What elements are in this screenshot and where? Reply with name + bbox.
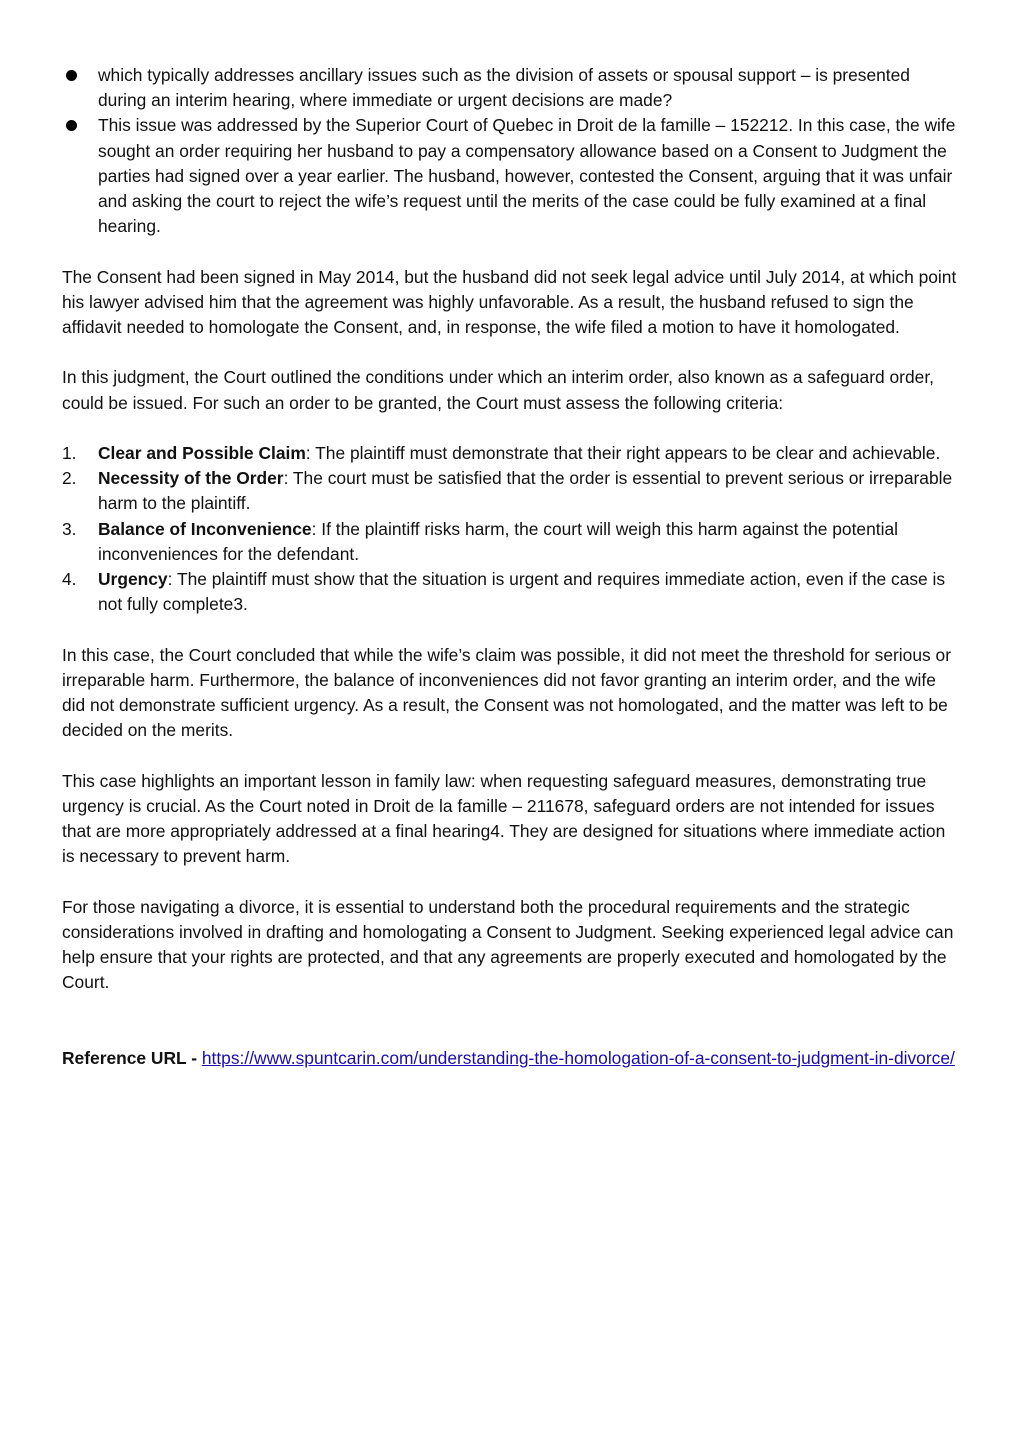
criteria-item: [62, 466, 962, 516]
document-page: [62, 63, 962, 1071]
item-number: 4.: [62, 569, 77, 590]
paragraph-court-conclusion: In this case, the Court concluded that while the wife’s claim was possible, it did not meet the threshold for serious or irreparable harm. Furthermore, the balance of inconveniences did not favor granting an interim order, and the wife did not demonstrate sufficient urgency. As a result, the Consent was not homologated, and the matter was left to be decided on the merits.: [62, 644, 951, 741]
criteria-title: Necessity of the Order: [98, 468, 284, 489]
bullet-text: This issue was addressed by the Superior Court of Quebec in Droit de la famille – 152212. In this case, the wife sought an order requiring her husband to pay a compensatory allowance based on a Consent to Judgment the parties had signed over a year earlier. The husband, however, contested the Consent, arguing that it was unfair and asking the court to reject the wife’s request until the merits of the case could be fully examined at a final hearing.: [98, 115, 956, 237]
bullet-text: which typically addresses ancillary issues such as the division of assets or spousal support – is presented during an interim hearing, where immediate or urgent decisions are made?: [98, 65, 910, 111]
criteria-text: : The court must be satisfied that the order is essential to prevent serious or irreparable harm to the plaintiff.: [98, 468, 953, 514]
criteria-title: Urgency: [98, 569, 168, 590]
bullet-icon: [66, 120, 77, 131]
paragraph-consent-signed: The Consent had been signed in May 2014, but the husband did not seek legal advice until July 2014, at which point his lawyer advised him that the agreement was highly unfavorable. As a result, the husband refused to sign the affidavit needed to homologate the Consent, and, in response, the wife filed a motion to have it homologated.: [62, 266, 957, 338]
criteria-text: : If the plaintiff risks harm, the court will weigh this harm against the potential inconveniences for the defendant.: [98, 518, 899, 564]
criteria-item: [62, 567, 962, 617]
item-number: 2.: [62, 468, 77, 489]
item-number: 3.: [62, 518, 77, 539]
reference-line: [62, 1046, 962, 1071]
criteria-list: [62, 441, 962, 617]
list-item: [62, 113, 962, 239]
criteria-item: [62, 517, 962, 567]
criteria-item: [62, 441, 962, 466]
item-number: 1.: [62, 443, 77, 463]
paragraph-interim-order: In this judgment, the Court outlined the conditions under which an interim order, also known as a safeguard order, could be issued. For such an order to be granted, the Court must assess the following criteria:: [62, 367, 934, 413]
criteria-title: Balance of Inconvenience: [98, 518, 312, 539]
list-item: [62, 63, 962, 113]
criteria-title: Clear and Possible Claim: [98, 443, 306, 463]
bullet-icon: [66, 70, 77, 81]
criteria-text: : The plaintiff must demonstrate that their right appears to be clear and achievable.: [305, 443, 941, 463]
bullet-list: [62, 63, 962, 239]
paragraph-advice: For those navigating a divorce, it is essential to understand both the procedural requirements and the strategic considerations involved in drafting and homologating a Consent to Judgment. Seeking experienced legal advice can help ensure that your rights are protected, and that any agreements are properly executed and homologated by the Court.: [62, 896, 954, 993]
paragraph-lesson: This case highlights an important lesson in family law: when requesting safeguard measures, demonstrating true urgency is crucial. As the Court noted in Droit de la famille – 211678, safeguard orders are not intended for issues that are more appropriately addressed at a final hearing4. They are designed for situations where immediate action is necessary to prevent harm.: [62, 770, 946, 867]
reference-label: Reference URL -: [62, 1047, 197, 1068]
criteria-text: : The plaintiff must show that the situation is urgent and requires immediate action, even if the case is not fully complete3.: [98, 569, 946, 615]
reference-url-link[interactable]: https://www.spuntcarin.com/understanding-the-homologation-of-a-consent-to-judgment-in-divorce/: [201, 1047, 955, 1068]
